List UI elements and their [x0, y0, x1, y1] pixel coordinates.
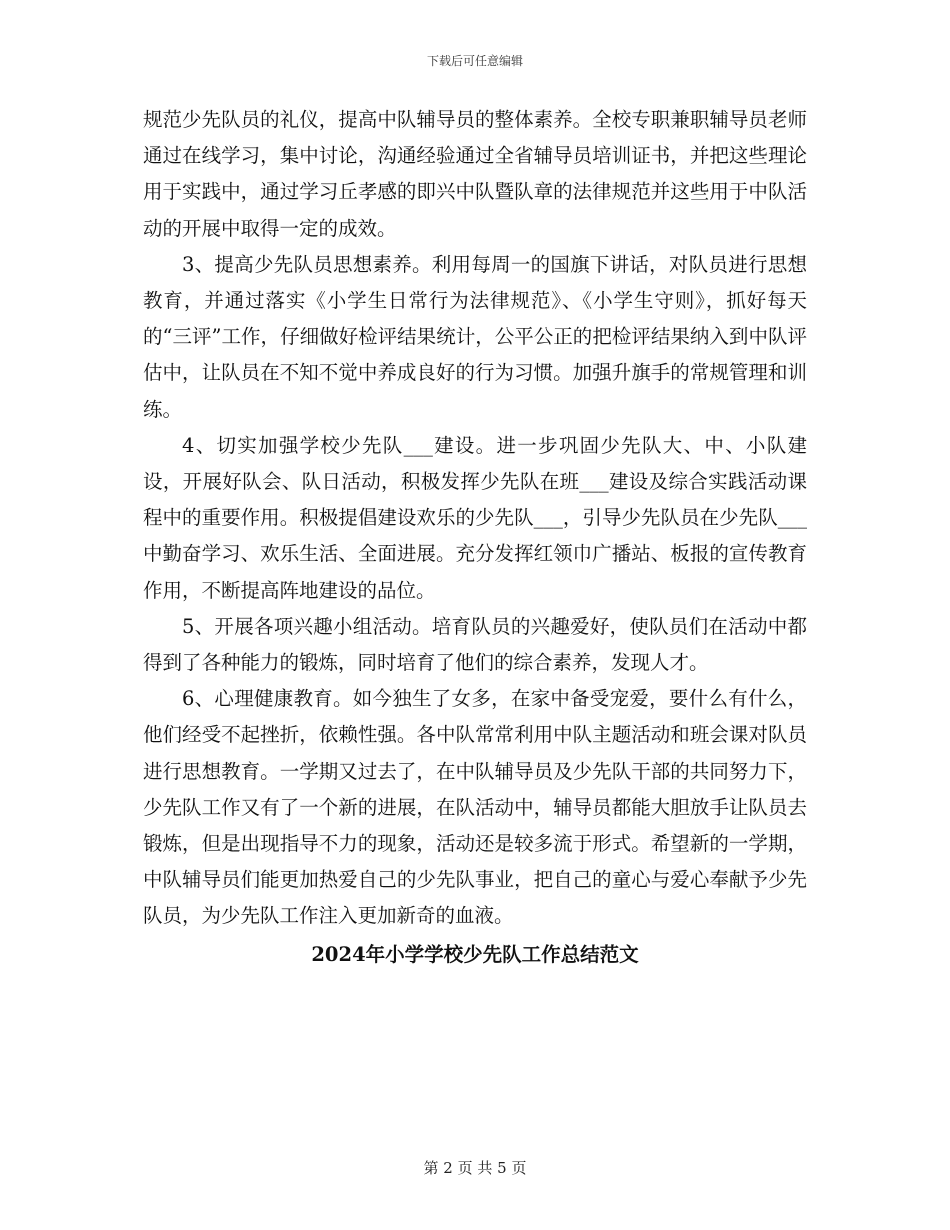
paragraph-intro: 规范少先队员的礼仪，提高中队辅导员的整体素养。全校专职兼职辅导员老师通过在线学习，集中讨论，沟通经验通过全省辅导员培训证书，并把这些理论用于实践中，通过学习丘孝感的即兴中队暨队章的法律规范并这些用于中队活动的开展中取得一定的成效。 — [143, 108, 807, 240]
paragraph-item-4: 4、切实加强学校少先队___建设。进一步巩固少先队大、中、小队建设，开展好队会、队日活动，积极发挥少先队在班___建设及综合实践活动课程中的重要作用。积极提倡建设欢乐的少先队___，引导少先队员在少先队___中勤奋学习、欢乐生活、全面进展。充分发挥红领巾广播站、板报的宣传教育作用，不断提高阵地建设的品位。 — [143, 433, 807, 602]
page-footer-number: 第 2 页 共 5 页 — [423, 1159, 527, 1177]
paragraph-item-6: 6、心理健康教育。如今独生了女多，在家中备受宠爱，要什么有什么，他们经受不起挫折，依赖性强。各中队常常利用中队主题活动和班会课对队员进行思想教育。一学期又过去了，在中队辅导员及少先队干部的共同努力下，少先队工作又有了一个新的进展，在队活动中，辅导员都能大胆放手让队员去锻炼，但是出现指导不力的现象，活动还是较多流于形式。希望新的一学期，中队辅导员们能更加热爱自己的少先队事业，把自己的童心与爱心奉献予少先队员，为少先队工作注入更加新奇的血液。 — [143, 687, 807, 928]
document-body — [143, 102, 807, 973]
paragraph-item-5: 5、开展各项兴趣小组活动。培育队员的兴趣爱好，使队员们在活动中都得到了各种能力的锻炼，同时培育了他们的综合素养，发现人才。 — [143, 614, 807, 675]
page-header-note: 下载后可任意编辑 — [426, 54, 523, 68]
paragraph-item-3: 3、提高少先队员思想素养。利用每周一的国旗下讲话，对队员进行思想教育，并通过落实《小学生日常行为法律规范》、《小学生守则》，抓好每天的“三评”工作，仔细做好检评结果统计，公平公正的把检评结果纳入到中队评估中，让队员在不知不觉中养成良好的行为习惯。加强升旗手的常规管理和训练。 — [143, 252, 807, 421]
document-title: 2024年小学学校少先队工作总结范文 — [311, 942, 639, 966]
